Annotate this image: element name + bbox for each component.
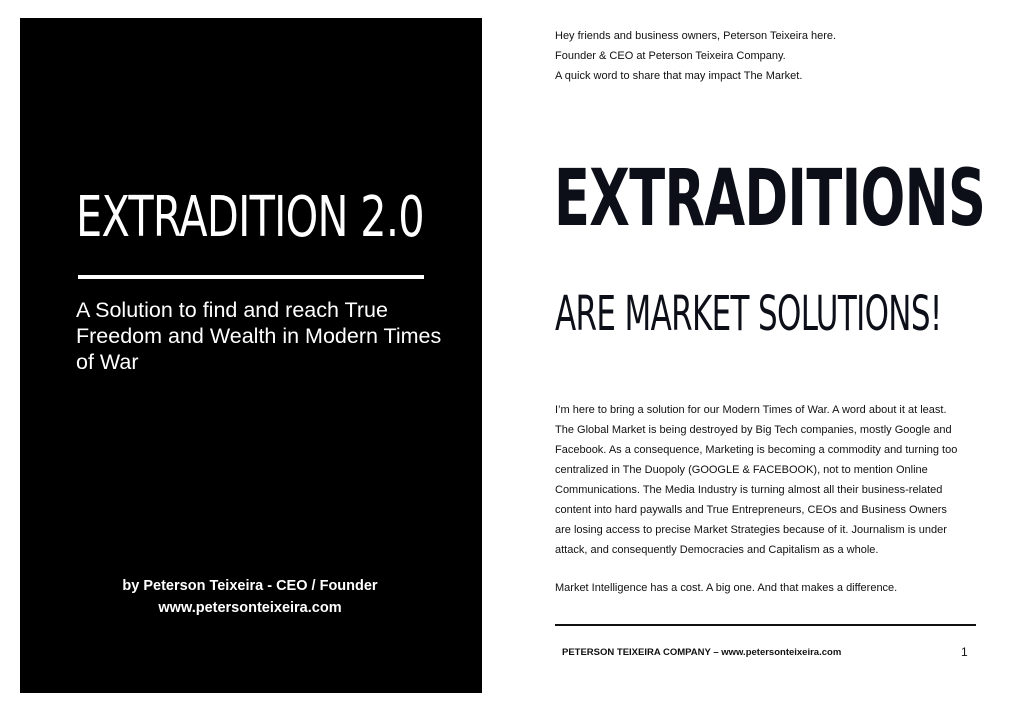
page-subheadline: ARE MARKET SOLUTIONS! — [555, 286, 942, 342]
page-headline: EXTRADITIONS — [554, 154, 986, 244]
cover-website: www.petersonteixeira.com — [158, 600, 342, 616]
body-line: Facebook. As a consequence, Marketing is becoming a commodity and turning too — [555, 444, 958, 456]
closing-paragraph: Market Intelligence has a cost. A big one. And that makes a difference. — [555, 582, 898, 594]
cover-divider — [78, 275, 424, 279]
body-paragraph — [555, 400, 980, 560]
footer-divider — [555, 624, 976, 626]
cover-subtitle: A Solution to find and reach True Freedom and Wealth in Modern Times of War — [76, 298, 442, 374]
page-number: 1 — [961, 645, 968, 659]
cover-byline-block — [20, 575, 480, 619]
body-line: centralized in The Duopoly (GOOGLE & FACEBOOK), not to mention Online — [555, 464, 928, 476]
body-line: attack, and consequently Democracies and Capitalism as a whole. — [555, 544, 879, 556]
body-line: content into hard paywalls and True Entrepreneurs, CEOs and Business Owners — [555, 504, 947, 516]
content-page — [500, 0, 1024, 709]
body-line: are losing access to precise Market Strategies because of it. Journalism is under — [555, 524, 947, 536]
cover-byline: by Peterson Teixeira - CEO / Founder — [122, 578, 378, 594]
body-line: I’m here to bring a solution for our Modern Times of War. A word about it at least. — [555, 404, 947, 416]
intro-line-role: Founder & CEO at Peterson Teixeira Company. — [555, 50, 786, 62]
cover-title: EXTRADITION 2.0 — [76, 185, 424, 250]
body-line: Communications. The Media Industry is turning almost all their business-related — [555, 484, 943, 496]
intro-line-greeting: Hey friends and business owners, Peterson Teixeira here. — [555, 30, 837, 42]
intro-line-purpose: A quick word to share that may impact The Market. — [555, 70, 803, 82]
body-line: The Global Market is being destroyed by Big Tech companies, mostly Google and — [555, 424, 952, 436]
page-footer: PETERSON TEIXEIRA COMPANY – www.petersonteixeira.com — [562, 647, 842, 658]
cover-page — [20, 18, 482, 693]
